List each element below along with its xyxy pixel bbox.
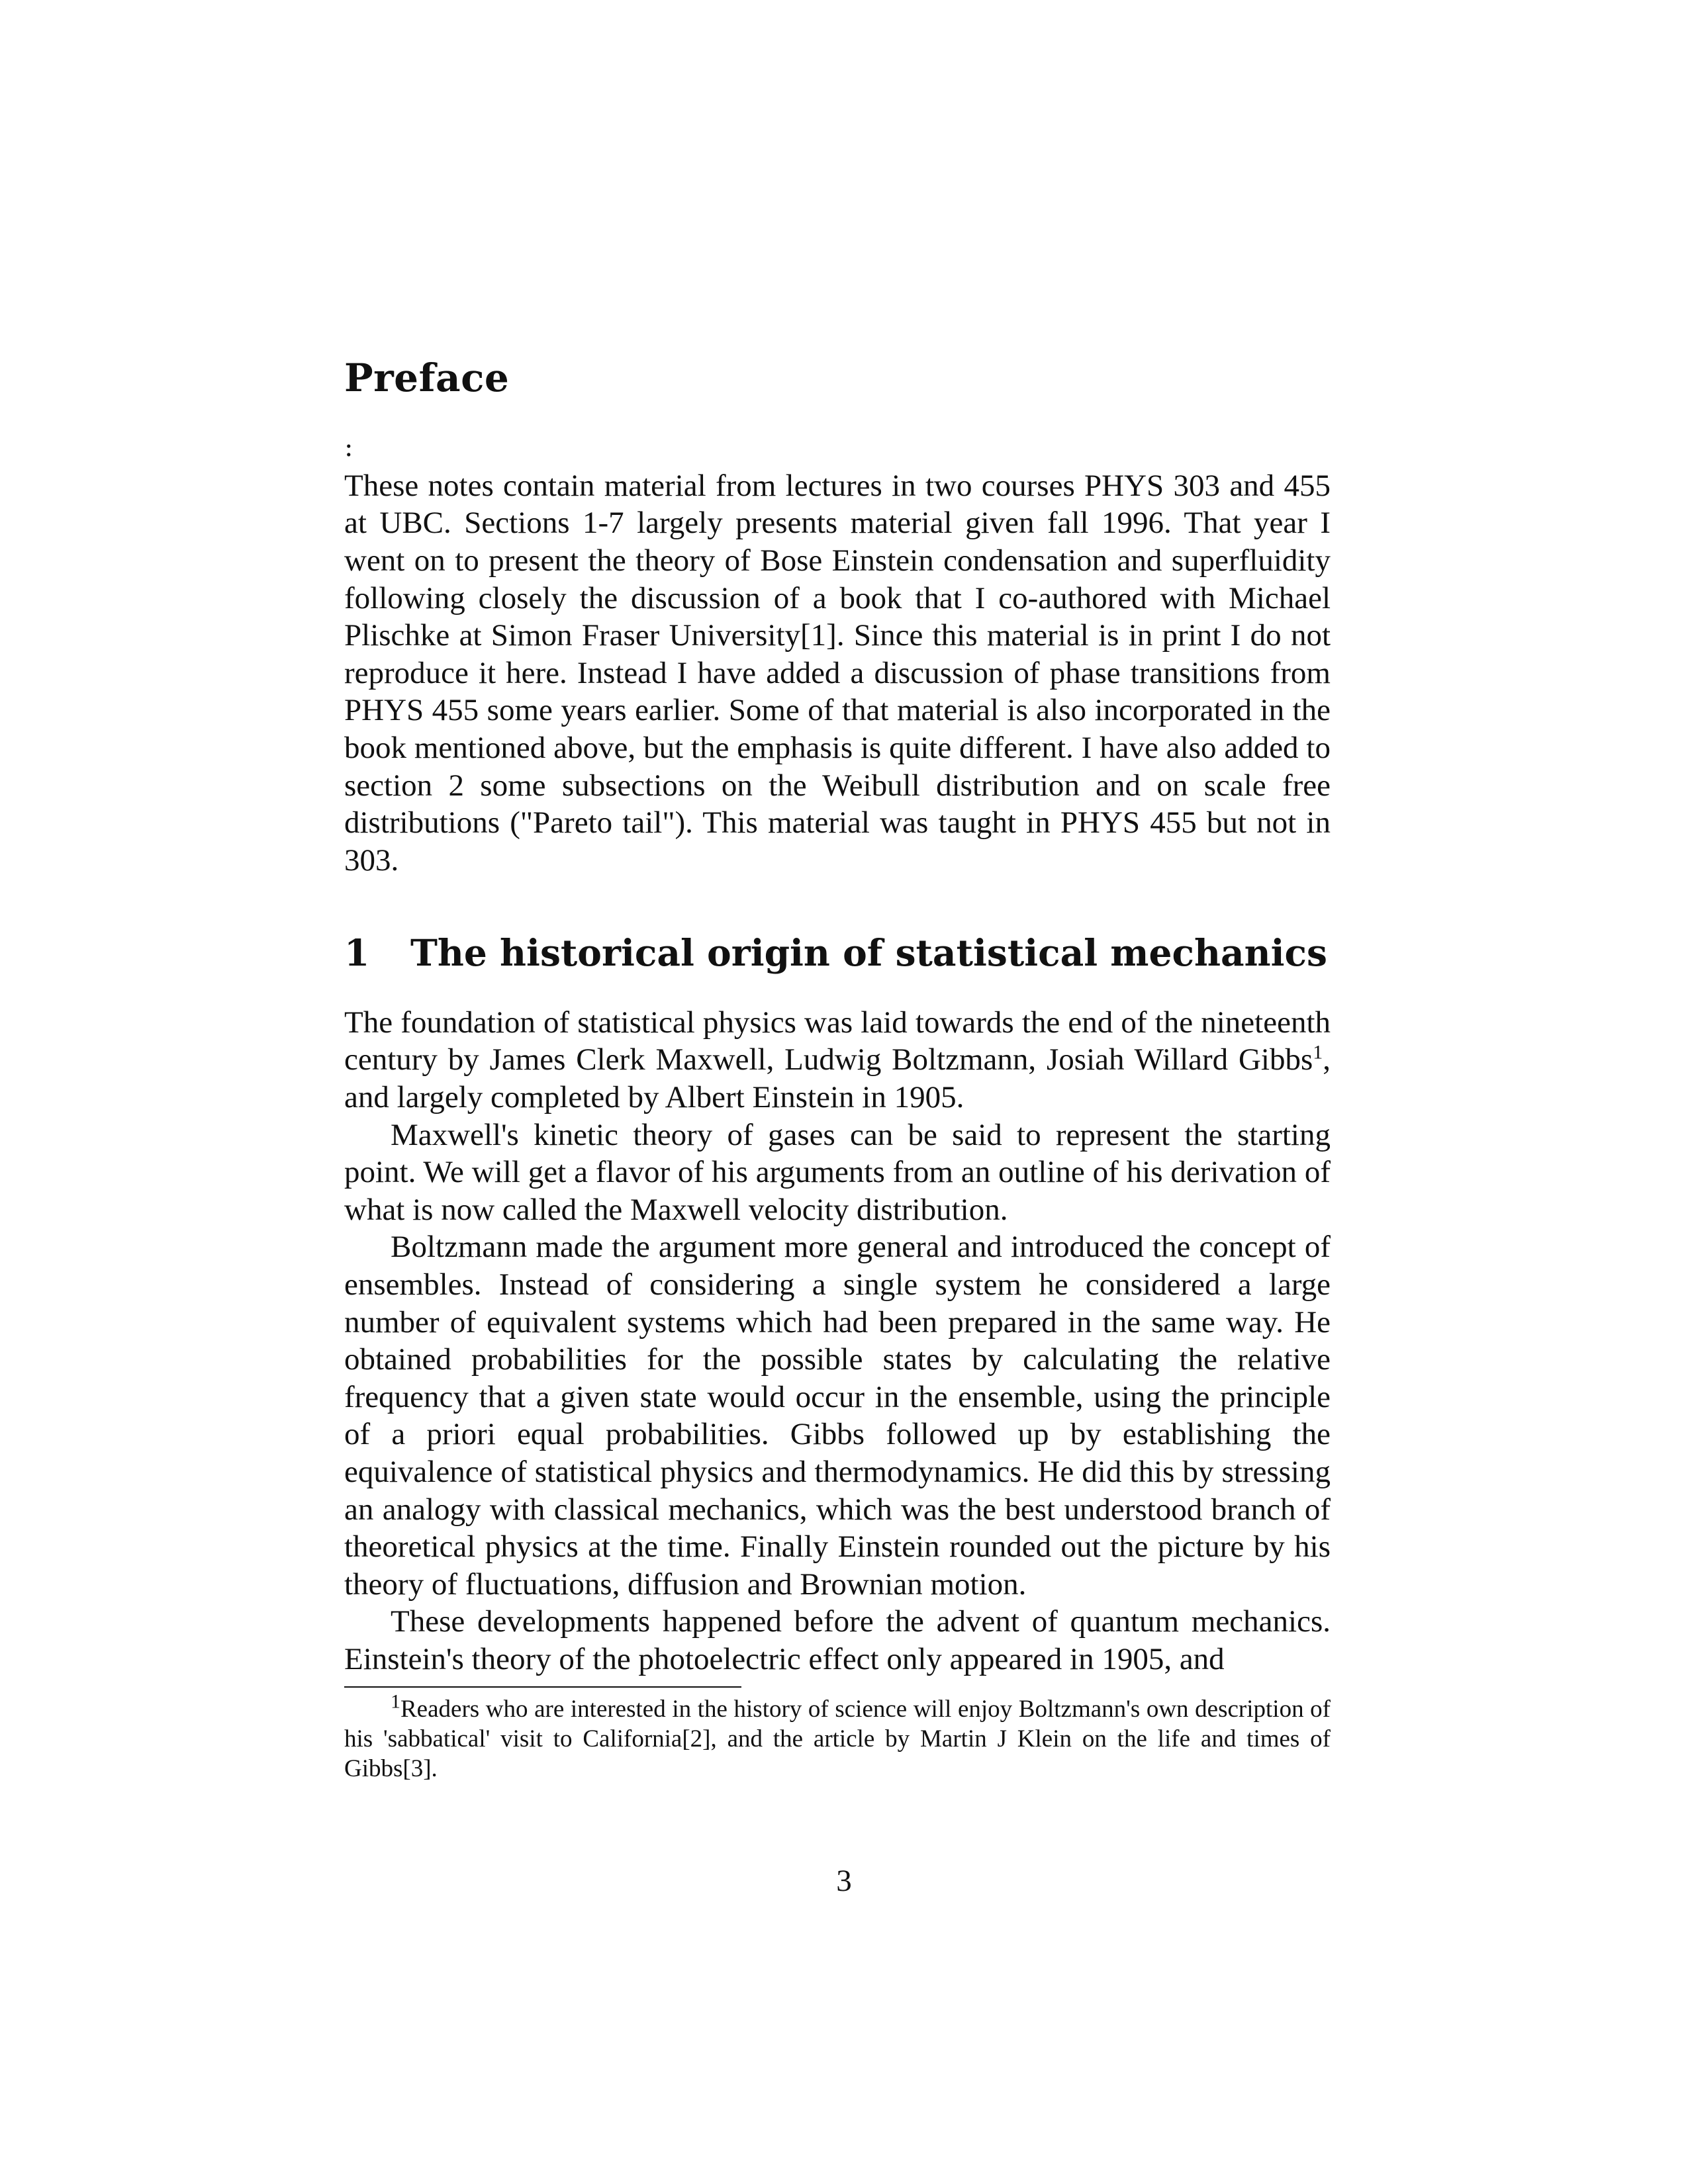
- preface-colon: :: [344, 432, 353, 463]
- paragraph-text-after: , and largely completed by Albert Einstein in 1905.: [344, 1042, 1331, 1115]
- footnote-number: 1: [391, 1690, 400, 1713]
- page-content: [344, 357, 1331, 1784]
- paragraph-text-before: The foundation of statistical physics was laid towards the end of the nineteenth century by James Clerk Maxwell, Ludwig Boltzmann, Josiah Willard Gibbs: [344, 1005, 1331, 1077]
- footnote-rule: [344, 1686, 741, 1688]
- section-number: 1: [344, 931, 370, 975]
- preface-heading: Preface: [344, 355, 510, 400]
- section-1-heading: [344, 933, 1331, 974]
- preface-paragraph: These notes contain material from lectures in two courses PHYS 303 and 455 at UBC. Sections 1-7 largely presents material given fall 1996. That year I went on to present the theory of Bose Einstein condensation and superfluidity following closely the discussion of a book that I co-authored with Michael Plischke at Simon Fraser University[1]. Since this material is in print I do not reproduce it here. Instead I have added a discussion of phase transitions from PHYS 455 some years earlier. Some of that material is also incorporated in the book mentioned above, but the emphasis is quite different. I have also added to section 2 some subsections on the Weibull distribution and on scale free distributions ("Pareto tail"). This material was taught in PHYS 455 but not in 303.: [344, 468, 1331, 878]
- section-1-paragraph-4: These developments happened before the advent of quantum mechanics. Einstein's theory of the photoelectric effect only appeared in 1905, and: [344, 1604, 1331, 1676]
- section-1-paragraph-2: Maxwell's kinetic theory of gases can be said to represent the starting point. We will get a flavor of his arguments from an outline of his derivation of what is now called the Maxwell velocity distribution.: [344, 1117, 1331, 1227]
- section-1-paragraph-3: Boltzmann made the argument more general and introduced the concept of ensembles. Instead of considering a single system he considered a large number of equivalent systems which had been prepared in the same way. He obtained probabilities for the possible states by calculating the relative frequency that a given state would occur in the ensemble, using the principle of a priori equal probabilities. Gibbs followed up by establishing the equivalence of statistical physics and thermodynamics. He did this by stressing an analogy with classical mechanics, which was the best understood branch of theoretical physics at the time. Finally Einstein rounded out the picture by his theory of fluctuations, diffusion and Brownian motion.: [344, 1230, 1331, 1602]
- page-number: 3: [836, 1864, 852, 1898]
- footnote-text: Readers who are interested in the history of science will enjoy Boltzmann's own description of his 'sabbatical' visit to California[2], and the article by Martin J Klein on the life and times of Gibbs[3].: [344, 1695, 1331, 1782]
- section-title: The historical origin of statistical mechanics: [410, 931, 1327, 975]
- footnote-marker: 1: [1313, 1041, 1323, 1064]
- section-1-paragraph-1: [344, 1004, 1331, 1116]
- footnote: [344, 1690, 1331, 1784]
